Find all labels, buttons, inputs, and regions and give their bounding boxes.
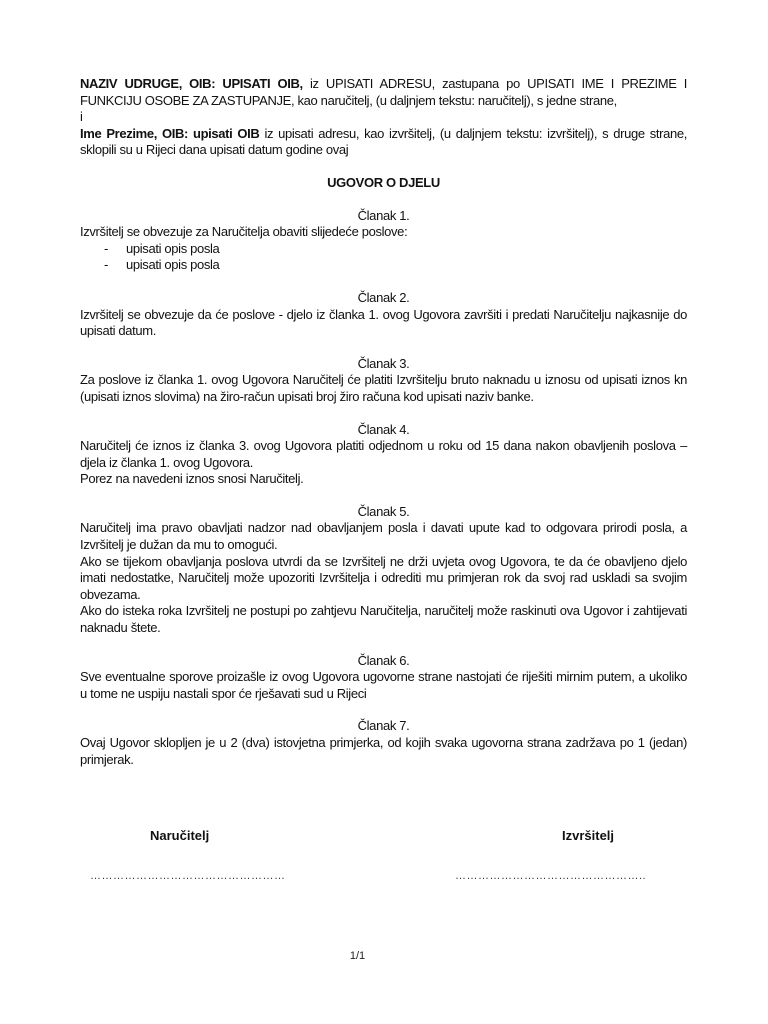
- article-paragraph: Ovaj Ugovor sklopljen je u 2 (dva) istovjetna primjerka, od kojih svaka ugovorna strana zadržava po 1 (jedan) primjerak.: [80, 735, 687, 767]
- article-paragraph: Sve eventualne sporove proizašle iz ovog Ugovora ugovorne strane nastojati će riješiti mirnim putem, a ukoliko u tome ne uspiju nastali spor će rješavati sud u Rijeci: [80, 669, 687, 701]
- article-heading: Članak 4.: [357, 421, 410, 437]
- party-izvršitelj-details: iz upisati adresu, kao izvršitelj, (u daljnjem tekstu: izvršitelj), s druge strane, sklopili su u Rijeci dana upisati datum godine ovaj: [80, 125, 687, 158]
- task-list-item: - upisati opis posla: [80, 257, 687, 274]
- document-body: [80, 76, 687, 768]
- party-naručitelj-paragraph: [80, 76, 687, 109]
- article-7: [80, 718, 687, 768]
- article-paragraph: Ako se tijekom obavljanja poslova utvrdi da se Izvršitelj ne drži uvjeta ovog Ugovora, te da će obavljeno djelo imati nedostatke, Naručitelj može upozoriti Izvršitelja i odrediti mu primjeran rok da svoj rad uskladi sa svojim obvezama.: [80, 553, 687, 602]
- party-izvršitelj-name: Ime Prezime, OIB: upisati OIB: [80, 125, 260, 141]
- article-heading: Članak 2.: [357, 289, 410, 305]
- article-2: [80, 290, 687, 340]
- article-paragraph: Izvršitelj se obvezuje za Naručitelja obaviti slijedeće poslove:: [80, 224, 408, 240]
- page-number: 1/1: [349, 950, 366, 962]
- article-paragraph: Naručitelj ima pravo obavljati nadzor nad obavljanjem posla i davati upute kad to odgovara prirodi posla, a Izvršitelj je dužan da mu to omogući.: [80, 520, 687, 553]
- article-heading: Članak 6.: [357, 652, 410, 668]
- article-heading: Članak 7.: [357, 718, 410, 734]
- article-4: [80, 422, 687, 488]
- contract-title: UGOVOR O DJELU: [327, 174, 440, 190]
- article-heading: Članak 5.: [357, 503, 410, 519]
- article-paragraph: Izvršitelj se obvezuje da će poslove - djelo iz članka 1. ovog Ugovora završiti i predati Naručitelju najkasnije do upisati datum.: [80, 306, 687, 339]
- task-list-item: - upisati opis posla: [80, 241, 687, 258]
- article-5: [80, 504, 687, 637]
- article-paragraph: Ako do isteka roka Izvršitelj ne postupi po zahtjevu Naručitelja, naručitelj može raskinuti ova Ugovor i zahtijevati naknadu štete.: [80, 603, 687, 636]
- article-heading: Članak 1.: [357, 207, 410, 223]
- party-izvršitelj-paragraph: [80, 126, 687, 159]
- article-paragraph: Za poslove iz članka 1. ovog Ugovora Naručitelj će platiti Izvršitelju bruto naknadu u iznosu od upisati iznos kn (upisati iznos slovima) na žiro-račun upisati broj žiro računa kod upisati naziv banke.: [80, 372, 687, 404]
- task-list: [80, 241, 687, 274]
- party-naručitelj-details: iz UPISATI ADRESU, zastupana po UPISATI IME I PREZIME I FUNKCIJU OSOBE ZA ZASTUPANJE, kao naručitelj, (u daljnjem tekstu: naručitelj), s jedne strane,: [80, 76, 688, 108]
- articles: [80, 208, 687, 769]
- signature-block: [0, 826, 768, 886]
- izvršitelj-signature-line: …………………………………………..: [455, 870, 647, 882]
- article-6: [80, 653, 687, 703]
- conjunction: i: [80, 109, 83, 125]
- naručitelj-signature-line: ……………………………………………: [90, 870, 286, 882]
- article-paragraph: Naručitelj će iznos iz članka 3. ovog Ugovora platiti odjednom u roku od 15 dana nakon obavljenih poslova – djela iz članka 1. ovog Ugovora.: [80, 438, 687, 470]
- article-heading: Članak 3.: [357, 355, 410, 371]
- article-3: [80, 356, 687, 406]
- naručitelj-signature-label: Naručitelj: [150, 828, 210, 843]
- article-paragraph: Porez na navedeni iznos snosi Naručitelj.: [80, 471, 304, 487]
- article-1: [80, 208, 687, 274]
- izvršitelj-signature-label: Izvršitelj: [562, 828, 615, 843]
- party-naručitelj-name: NAZIV UDRUGE, OIB: UPISATI OIB,: [80, 76, 303, 91]
